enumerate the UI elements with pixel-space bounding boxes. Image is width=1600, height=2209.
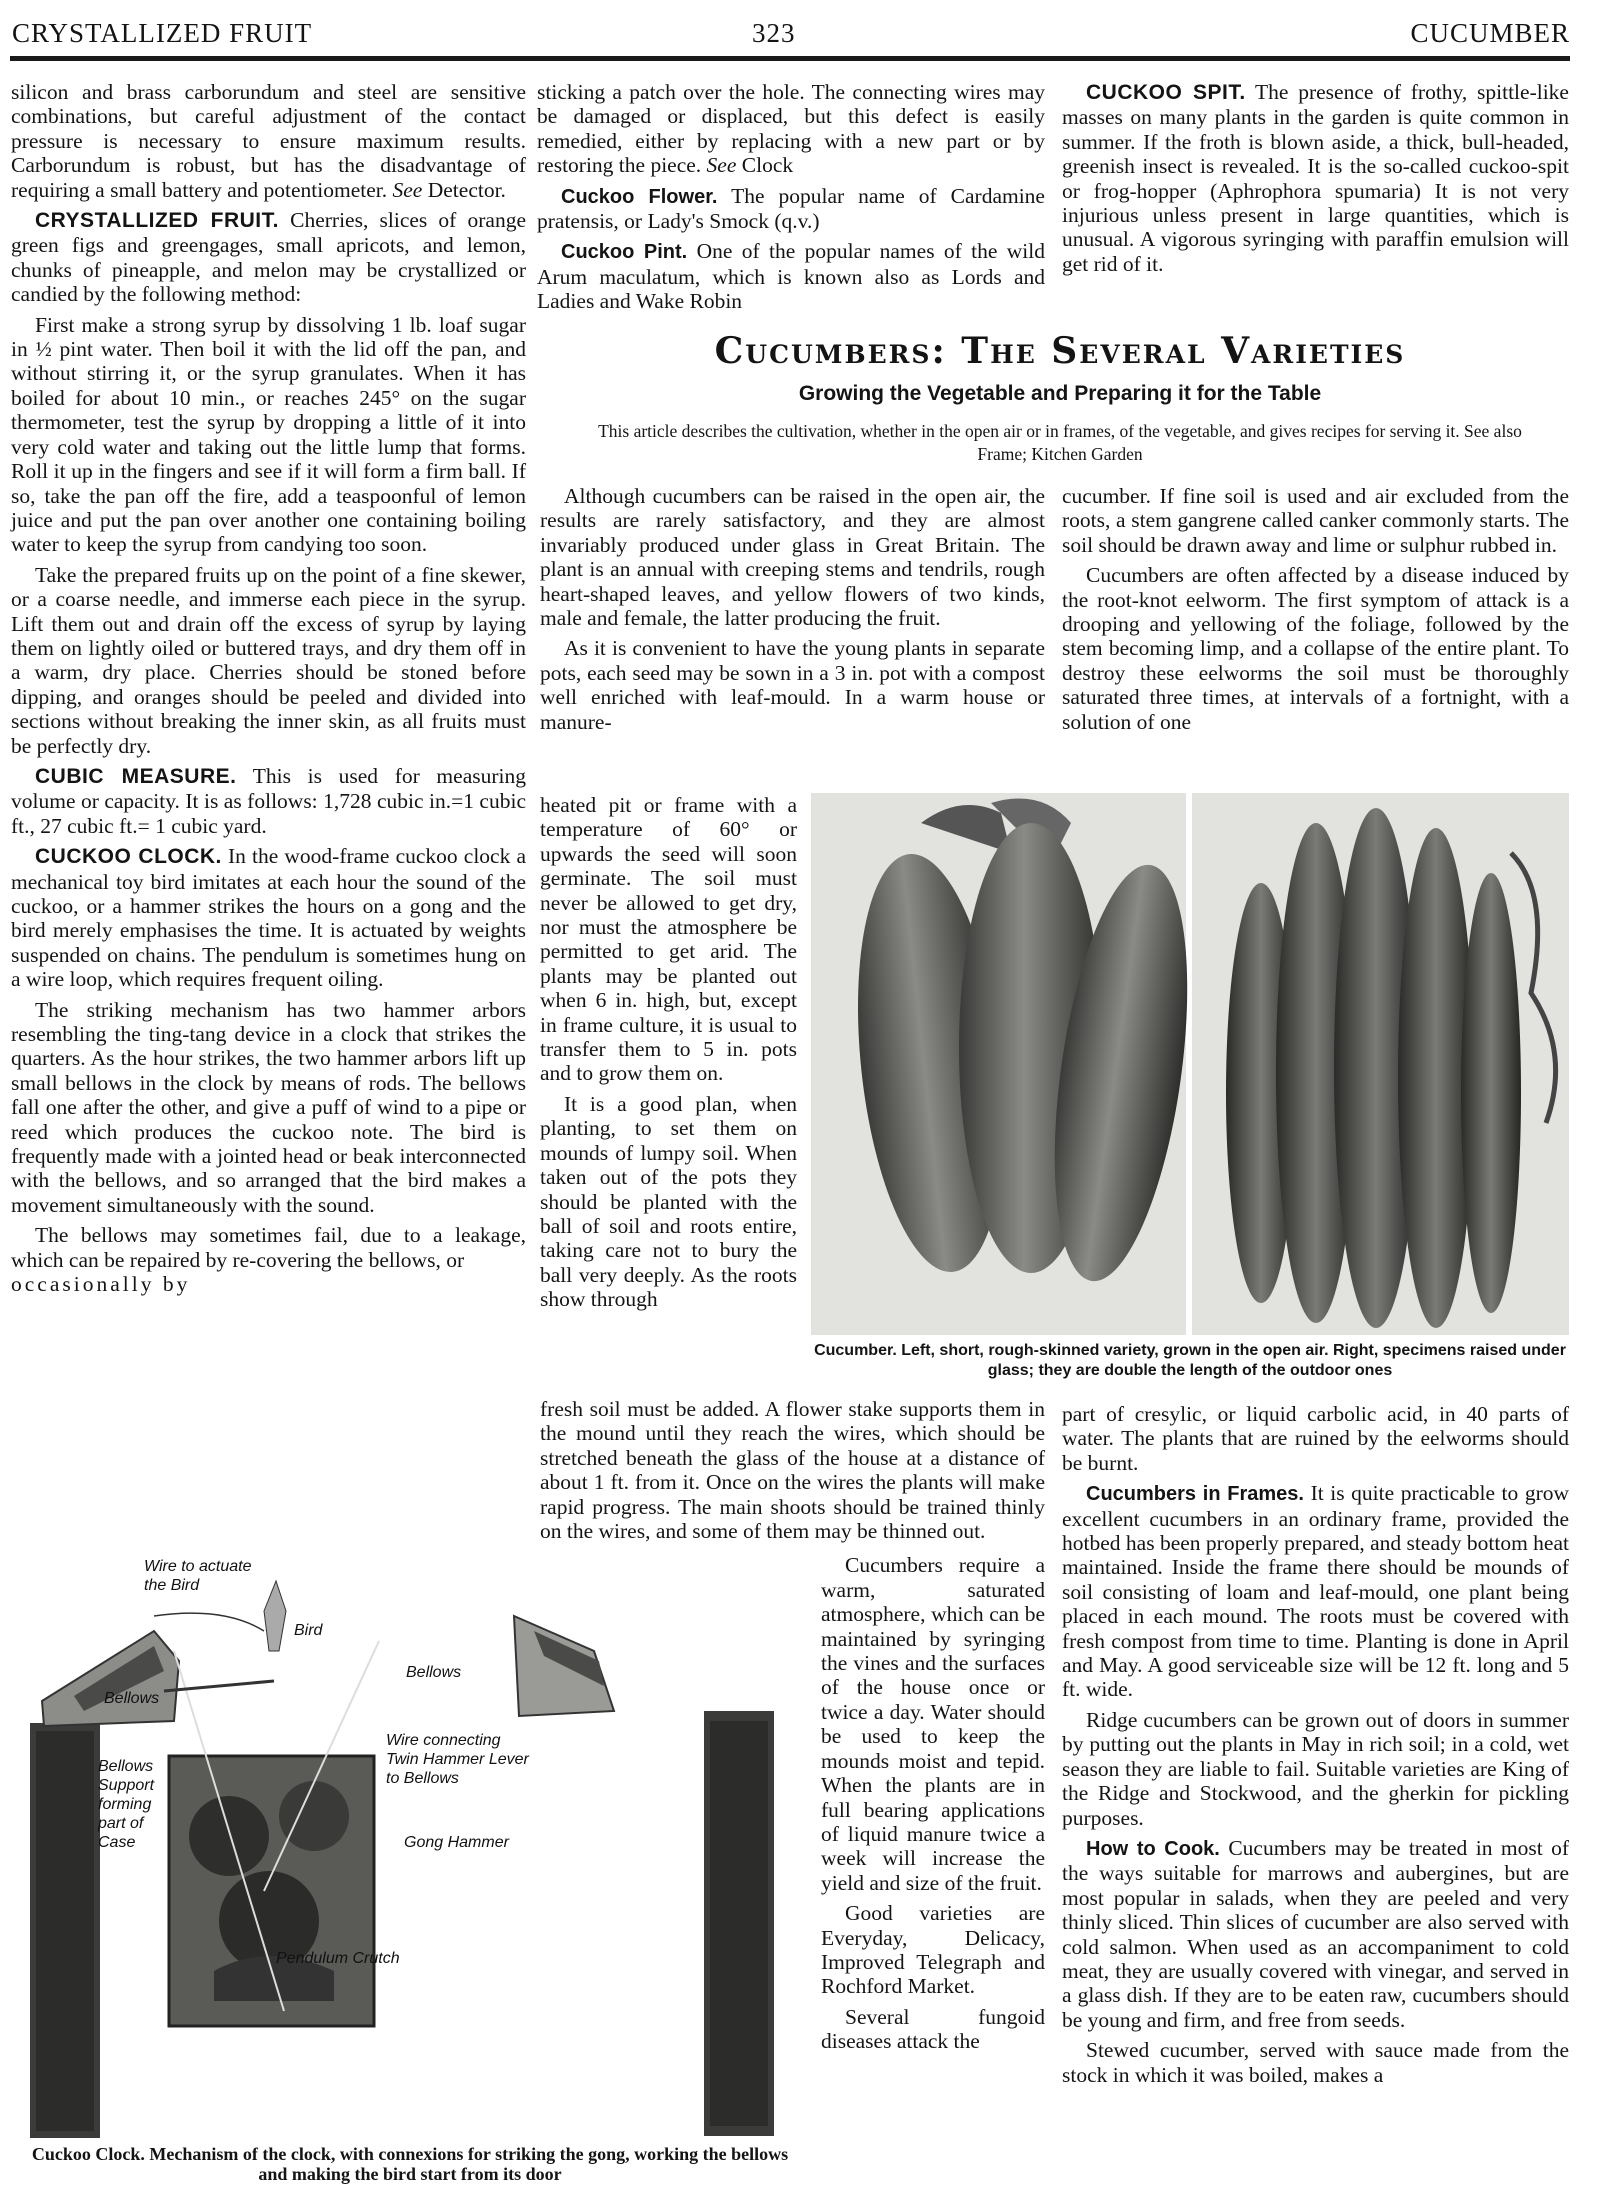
entry-cuckoo-pint [537,239,1045,313]
label-wire-to-actuate-bird: Wire to actuate the Bird [144,1558,252,1594]
paragraph: First make a strong syrup by dissolving 1 lb. loaf sugar in ½ pint water. Then boil it with the lid off the pan, and without stirring it, or the syrup granulates. When it has boiled for about 10 min., or reaches 245° on the sugar thermometer, test the syrup by dropping a little of it into very cold water and taking out the little lump that forms. Roll it up in the fingers and see if it will form a firm ball. If so, take the pan off the fire, add a teaspoonful of lemon juice and put the pan over another one containing boiling water to keep the syrup from candying too soon. [11,312,526,557]
paragraph: fresh soil must be added. A flower stake supports them in the mound until they reach the wires, which should be stretched beneath the glass of the house at a distance of about 1 ft. from it. Once on the wires the plants will make rapid progress. The main shoots should be trained thinly on the wires, and some of them may be thinned out. [540,1397,1045,1544]
cross-reference[interactable]: Clock [741,153,794,178]
label-wire-connecting: Wire connecting Twin Hammer Lever to Bellows [386,1732,529,1787]
paragraph: heated pit or frame with a temperature of 60° or upwards the seed will soon germinate. The soil must never be allowed to get dry, nor must the atmosphere be permitted to get arid. The plants may be planted out when 6 in. high, but, except in frame culture, it is usual to transfer them to 5 in. pots and to grow them on. [540,793,797,1086]
article-title: Cucumbers: The Several Varieties [714,330,1406,372]
subsection-text: It is quite practicable to grow excellent cucumbers in an ordinary frame, provided the hotbed has been properly prepared, and steady bottom heat maintained. Inside the frame there should be mounds of soil consisting of loam and leaf-mould, one plant being placed in each mound. The roots must be covered with fresh compost from time to time. Planting is done in April and May. A good serviceable size will be 12 ft. long and 5 ft. wide. [1062,1481,1570,1702]
article-column-a-lower [540,1397,1045,1543]
subsection-how-to-cook [1062,1836,1569,2032]
cucumber-image [811,793,1569,1335]
entry-cuckoo-spit [1062,80,1569,276]
article-subtitle: Growing the Vegetable and Preparing it for the Table [798,382,1322,405]
paragraph: It is a good plan, when planting, to set them on mounds of lumpy soil. When taken out of the pots they should be planted with the ball of soil and roots entire, taking care not to bury the ball very deeply. As the roots show through [540,1091,797,1312]
subsection-heading: How to Cook. [1086,1837,1220,1860]
paragraph: Although cucumbers can be raised in the open air, the results are rarely satisfactory, and they are almost invariably produced under glass in Great Britain. The plant is an annual with creeping stems and tendrils, rough heart-shaped leaves, and yellow flowers of two kinds, male and female, the latter producing the fruit. [540,484,1045,631]
paragraph: Stewed cucumber, served with sauce made from the stock in which it was boiled, makes a [1062,2038,1569,2087]
entry-crystallized-fruit [11,208,526,307]
column-2 [537,80,1045,320]
entry-text: In the wood-frame cuckoo clock a mechanical toy bird imitates at each hour the sound of the cuckoo, or a hammer strikes the hours on a gong and the bird merely emphasises the time. It is actuated by weights suspended on chains. The pendulum is sometimes hung on a wire loop, which requires frequent oiling. [11,844,526,992]
label-bird: Bird [294,1622,323,1639]
paragraph-text: The bellows may sometimes fail, due to a leakage, which can be repaired by re-covering the bellows, or [11,1223,526,1272]
article-column-a [540,484,1045,740]
article-column-b-lower [1062,1402,1569,2093]
label-bellows-right: Bellows [406,1664,462,1681]
paragraph: As it is convenient to have the young plants in separate pots, each seed may be sown in a 3 in. pot with a compost well enriched with leaf-mould. In a warm house or manure- [540,636,1045,734]
article-column-narrow [540,793,797,1393]
entry-cubic-measure [11,764,526,838]
running-head-left: CRYSTALLIZED FRUIT [12,18,313,48]
paragraph [537,80,1045,178]
page-number: 323 [752,18,796,48]
paragraph: Several fungoid diseases attack the [821,2004,1045,2054]
paragraph-text: silicon and brass carborundum and steel are sensitive combinations, but careful adjustment of the contact pressure is necessary to ensure maximum results. Carborundum is robust, but has the disadvantage of requiring a small battery and potentiometer. [11,80,526,202]
paragraph: Take the prepared fruits up on the point of a fine skewer, or a coarse needle, and immerse each piece in the syrup. Lift them out and drain off the excess of syrup by laying them on lightly oiled or buttered trays, and dry them off in a warm, dry place. Cherries should be stoned before dipping, and oranges should be peeled and divided into sections without breaking the inner skin, as all fruits must be perfectly dry. [11,562,526,758]
entry-text: The popular name of Cardamine pratensis, or Lady's Smock (q.v.) [537,183,1045,234]
paragraph: The striking mechanism has two hammer arbors resembling the ting-tang device in a clock that strikes the quarters. As the hour strikes, the two hammer arbors lift up small bellows in the clock by means of rods. The bellows fall one after the other, and give a puff of wind to a pipe or reed which produces the cuckoo note. The bird is frequently made with a jointed head or beak interconnected with the bellows, and so arranged that the bird makes a movement simultaneously with the sound. [11,997,526,1217]
entry-text: This is used for measuring volume or capacity. It is as follows: 1,728 cubic in.=1 cubic ft., 27 cubic ft.= 1 cubic yard. [11,763,526,838]
clock-caption: Cuckoo Clock. Mechanism of the clock, with connexions for striking the gong, working the bellows and making the bird start from its door [31,2144,789,2184]
label-bellows-left: Bellows [104,1690,160,1707]
entry-heading: CUCKOO CLOCK. [35,845,222,869]
paragraph: Cucumbers are often affected by a disease induced by the root-knot eelworm. The first symptom of attack is a drooping and yellowing of the foliage, followed by the stem becoming limp, and a collapse of the entire plant. To destroy these eelworms the soil must be thoroughly saturated three times, at intervals of a fortnight, with a solution of one [1062,563,1569,734]
label-gong-hammer: Gong Hammer [404,1834,509,1851]
entry-cuckoo-flower [537,184,1045,234]
cross-reference[interactable]: Detector. [427,177,506,202]
column-3 [1062,80,1569,282]
paragraph: Good varieties are Everyday, Delicacy, Improved Telegraph and Rochford Market. [821,1901,1045,1999]
entry-text: Cherries, slices of orange green figs and greengages, small apricots, and lemon, chunks of pineapple, and melon may be crystallized or candied by the following method: [11,208,527,307]
photo-caption: Cucumber. Left, short, rough-skinned variety, grown in the open air. Right, specimens raised under glass; they are double the length of the outdoor ones [814,1342,1566,1379]
column-1 [11,80,526,1297]
paragraph [11,1223,526,1296]
entry-heading: Cuckoo Pint. [561,241,688,264]
subsection-frames [1062,1481,1569,1702]
article-column-b [1062,484,1569,740]
paragraph: Cucumbers require a warm, saturated atmosphere, which can be maintained by syringing the vines and the surfaces of the house once or twice a day. Water should be used to keep the mounds moist and tepid. When the plants are in full bearing applications of liquid manure twice a week will increase the yield and size of the fruit. [821,1553,1045,1895]
header-rule [10,56,1570,61]
subsection-text: Cucumbers may be treated in most of the ways suitable for marrows and aubergines, but are most popular in salads, when they are peeled and very thinly sliced. Thin slices of cucumber are also served with cold salmon. When used as an accompaniment to cold meat, they are usually covered with vinegar, and served in a glass dish. If they are to be eaten raw, cucumbers should be young and firm, and free from seeds. [1062,1835,1570,2032]
running-head-right: CUCUMBER [1410,18,1570,48]
entry-heading: CRYSTALLIZED FRUIT. [35,209,279,233]
article-intro: This article describes the cultivation, whether in the open air or in frames, of the vegetable, and gives recipes for serving it. See also Frame; Kitchen Garden [598,421,1522,464]
paragraph: part of cresylic, or liquid carbolic acid, in 40 parts of water. The plants that are ruined by the eelworms should be burnt. [1062,1402,1569,1475]
label-bellows-support: Bellows Support forming part of Case [98,1758,155,1851]
entry-text: The presence of frothy, spittle-like masses on many plants in the garden is quite common in summer. If the froth is blown aside, a thick, bull-headed, greenish insect is revealed. It is the so-called cuckoo-spit or frog-hopper (Aphrophora spumaria) It is not very injurious unless present in large quantities, which is unusual. A vigorous syringing with paraffin emulsion will get rid of it. [1062,80,1569,276]
clock-mechanism-image [14,1571,804,2141]
paragraph-text: occasionally by [11,1272,191,1297]
paragraph: Ridge cucumbers can be grown out of doors in summer by putting out the plants in May in rich soil; in a cold, wet season they are liable to fail. Suitable varieties are King of the Ridge and Stockwood, and the gherkin for pickling purposes. [1062,1707,1569,1830]
entry-heading: CUBIC MEASURE. [35,764,237,788]
paragraph: cucumber. If fine soil is used and air excluded from the roots, a stem gangrene called canker commonly starts. The soil should be drawn away and lime or sulphur rubbed in. [1062,484,1569,557]
article-column-narrow-lower [821,1553,1045,2053]
entry-heading: CUCKOO SPIT. [1086,81,1246,104]
entry-heading: Cuckoo Flower. [561,185,718,208]
paragraph [11,80,526,202]
see-label: See [392,177,423,202]
see-label: See [706,153,737,178]
cucumber-photo [811,793,1569,1335]
subsection-heading: Cucumbers in Frames. [1086,1483,1304,1506]
paragraph-text: sticking a patch over the hole. The connecting wires may be damaged or displaced, but this defect is easily remedied, either by replacing with a new part or by restoring the piece. [537,80,1045,178]
cuckoo-clock-diagram [14,1558,804,2141]
label-pendulum-crutch: Pendulum Crutch [276,1950,400,1967]
entry-cuckoo-clock [11,844,526,991]
entry-text: One of the popular names of the wild Arum maculatum, which is known also as Lords and Ladies and Wake Robin [537,239,1046,314]
